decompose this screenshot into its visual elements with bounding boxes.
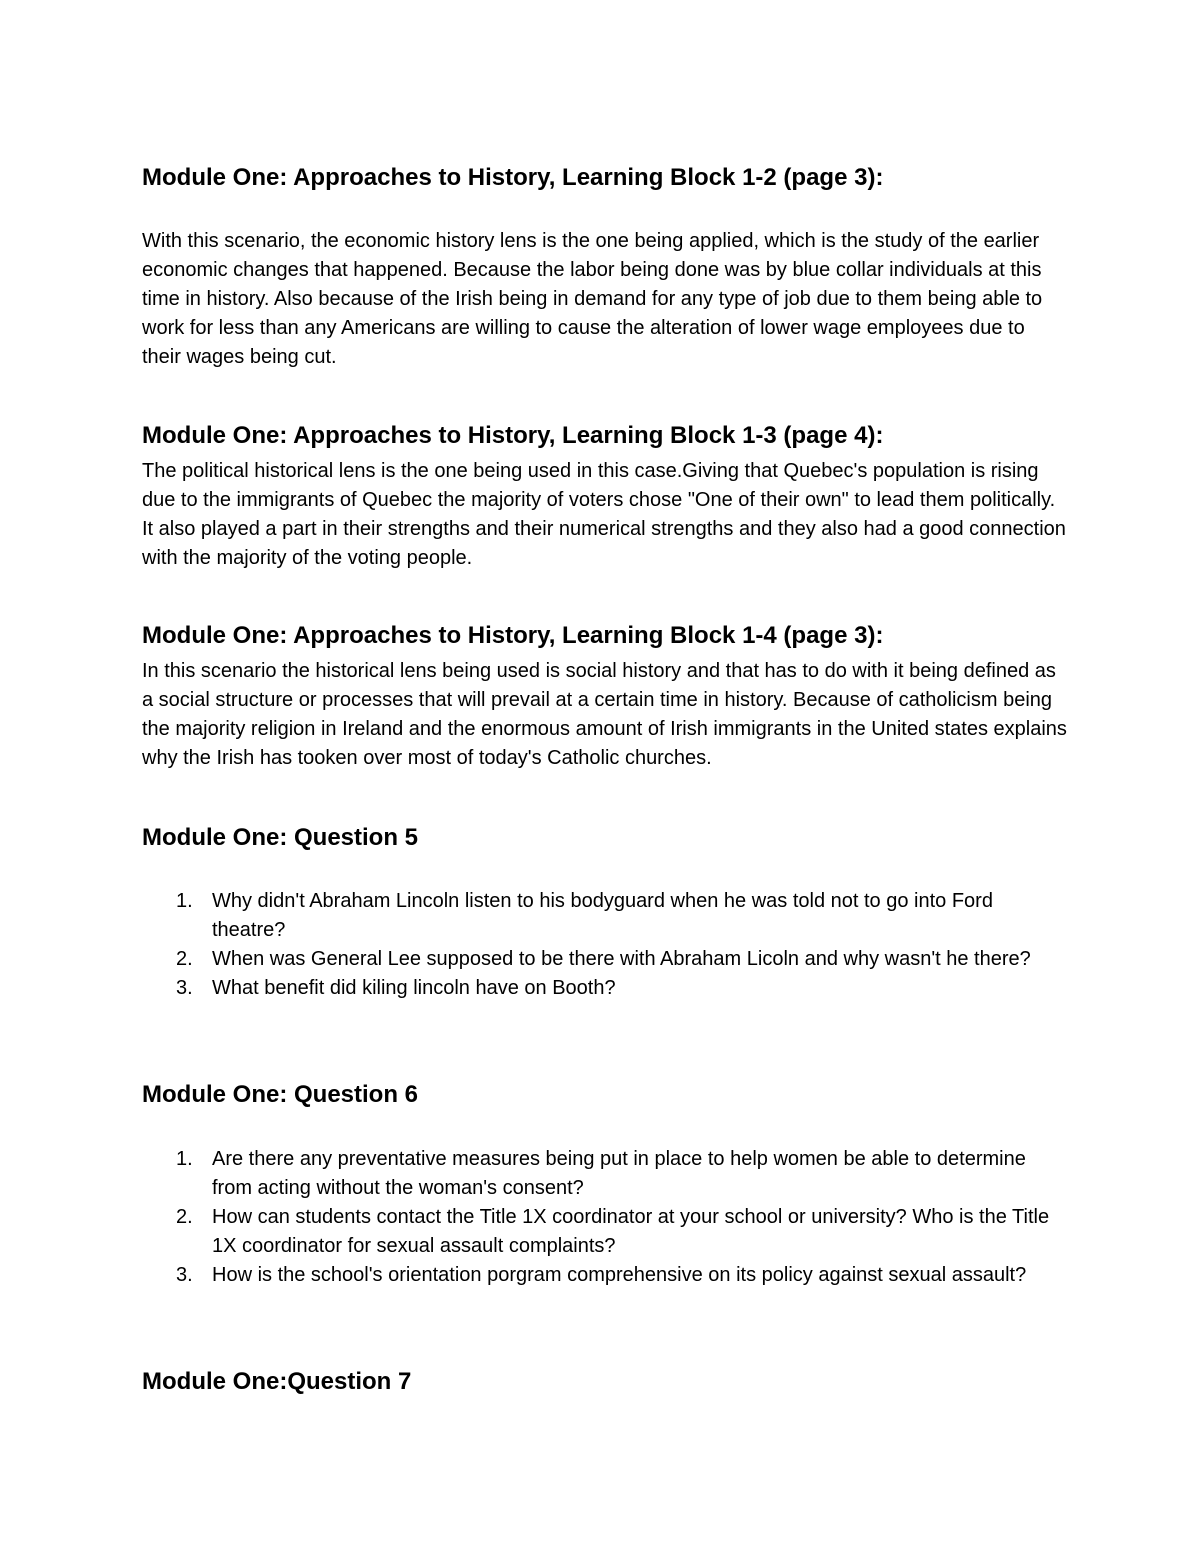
section-heading-block-1-2: Module One: Approaches to History, Learning Block 1-2 (page 3): bbox=[142, 164, 884, 191]
list-item bbox=[142, 974, 1067, 1003]
list-item bbox=[142, 1145, 1067, 1203]
section-body-block-1-2: With this scenario, the economic history lens is the one being applied, which is the study of the earlier economic changes that happened. Because the labor being done was by blue collar individuals at this time in history. Also because of the Irish being in demand for any type of job due to them being able to work for less than any Americans are willing to cause the alteration of lower wage employees due to their wages being cut. bbox=[142, 230, 1043, 368]
list-item-text: When was General Lee supposed to be there with Abraham Licoln and why wasn't he there? bbox=[212, 948, 1031, 970]
section-heading-block-1-4: Module One: Approaches to History, Learning Block 1-4 (page 3): bbox=[142, 622, 884, 649]
list-item-text: Why didn't Abraham Lincoln listen to his bodyguard when he was told not to go into Ford theatre? bbox=[212, 890, 993, 941]
list-item bbox=[142, 887, 1067, 945]
list-item-number: 1. bbox=[176, 890, 193, 912]
list-item-text: How can students contact the Title 1X coordinator at your school or university? Who is the Title 1X coordinator for sexual assault complaints? bbox=[212, 1206, 1050, 1257]
list-item-number: 3. bbox=[176, 1264, 193, 1286]
section-heading-question-5: Module One: Question 5 bbox=[142, 824, 419, 851]
list-item-number: 2. bbox=[176, 948, 193, 970]
list-item-number: 1. bbox=[176, 1148, 193, 1170]
list-item-text: What benefit did kiling lincoln have on Booth? bbox=[212, 977, 616, 999]
section-heading-question-6: Module One: Question 6 bbox=[142, 1081, 419, 1108]
question-6-list bbox=[142, 1145, 1067, 1290]
question-5-list bbox=[142, 887, 1067, 1003]
section-body-block-1-3: The political historical lens is the one being used in this case.Giving that Quebec's population is rising due to the immigrants of Quebec the majority of voters chose "One of their own" to lead them politically. It also played a part in their strengths and their numerical strengths and they also had a good connection with the majority of the voting people. bbox=[142, 460, 1066, 569]
list-item-number: 3. bbox=[176, 977, 193, 999]
list-item bbox=[142, 945, 1067, 974]
list-item-number: 2. bbox=[176, 1206, 193, 1228]
section-heading-question-7: Module One:Question 7 bbox=[142, 1368, 412, 1395]
list-item-text: How is the school's orientation porgram comprehensive on its policy against sexual assault? bbox=[212, 1264, 1027, 1286]
list-item-text: Are there any preventative measures being put in place to help women be able to determine from acting without the woman's consent? bbox=[212, 1148, 1026, 1199]
section-heading-block-1-3: Module One: Approaches to History, Learning Block 1-3 (page 4): bbox=[142, 422, 884, 449]
list-item bbox=[142, 1261, 1067, 1290]
section-body-block-1-4: In this scenario the historical lens being used is social history and that has to do with it being defined as a social structure or processes that will prevail at a certain time in history. Because of catholicism being the majority religion in Ireland and the enormous amount of Irish immigrants in the United states explains why the Irish has tooken over most of today's Catholic churches. bbox=[142, 660, 1067, 769]
list-item bbox=[142, 1203, 1067, 1261]
